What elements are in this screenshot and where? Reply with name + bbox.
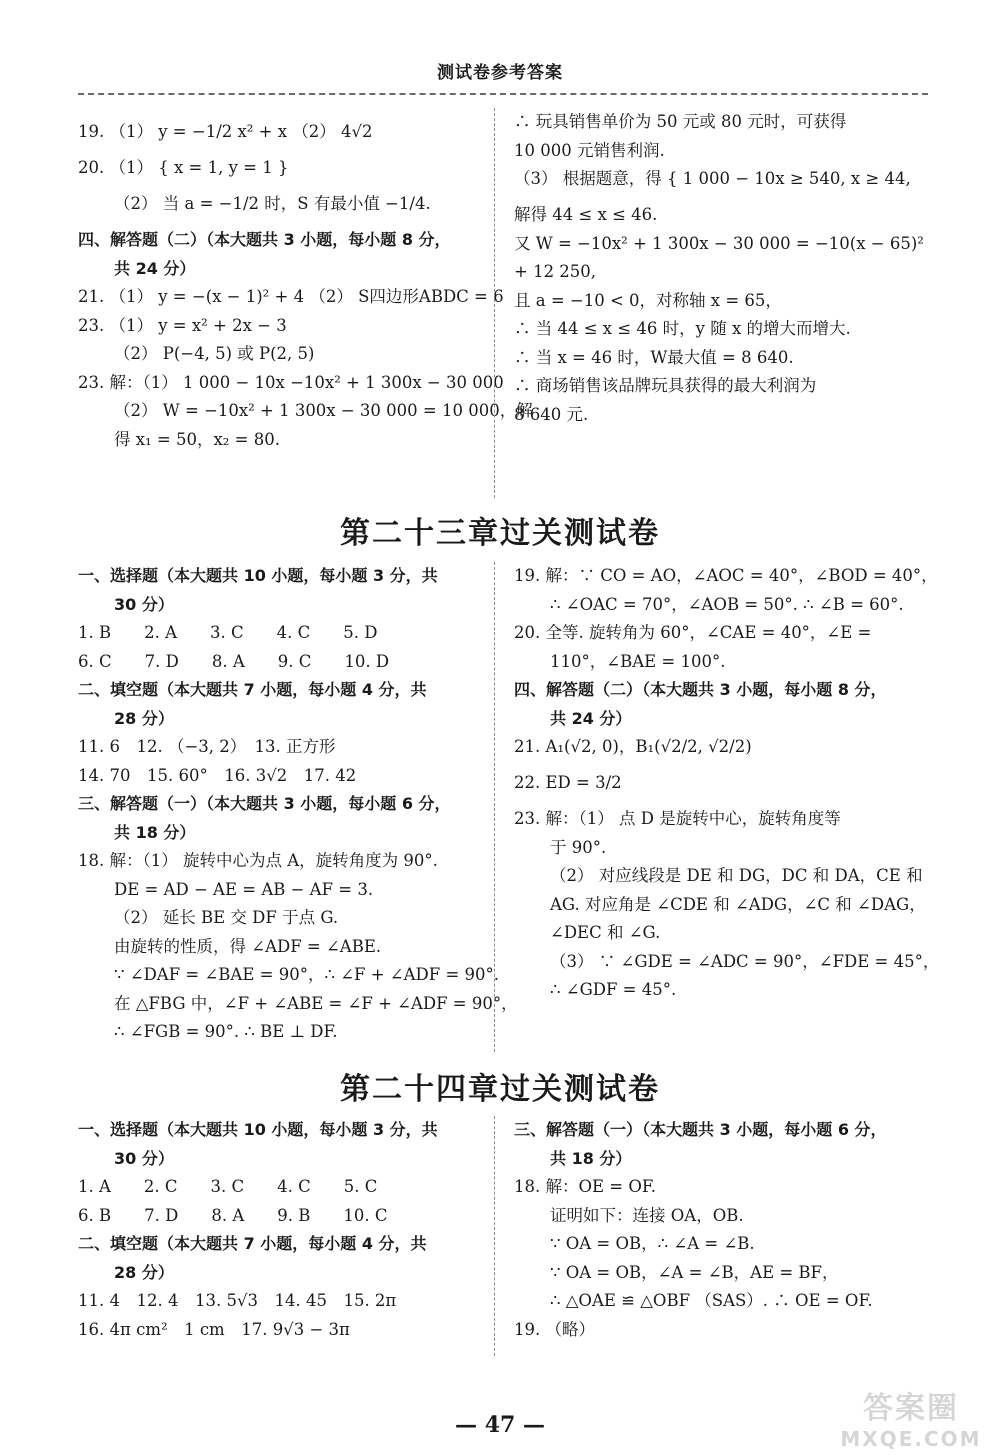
section-heading: 共 18 分） [114, 822, 196, 842]
column-divider [494, 108, 495, 498]
chapter24-left-column [78, 1120, 488, 1348]
answer-line: 10 000 元销售利润. [514, 140, 665, 160]
answer-line: ∴ △OAE ≌ △OBF （SAS）. ∴ OE = OF. [550, 1291, 873, 1310]
page-number: — 47 — [455, 1412, 545, 1438]
answer-line: 证明如下：连接 OA，OB. [550, 1205, 744, 1225]
answer-line: ∴ 当 x = 46 时，W最大值 = 8 640. [514, 347, 794, 367]
section-heading: 一、选择题（本大题共 10 小题，每小题 3 分，共 [78, 566, 438, 585]
answer-line: 1. B 2. A 3. C 4. C 5. D [78, 623, 378, 642]
answer-line: 1. A 2. C 3. C 4. C 5. C [78, 1177, 378, 1196]
answer-line: 6. B 7. D 8. A 9. B 10. C [78, 1205, 388, 1225]
answer-line: AG. 对应角是 ∠CDE 和 ∠ADG，∠C 和 ∠DAG， [550, 894, 926, 914]
section-heading: 二、填空题（本大题共 7 小题，每小题 4 分，共 [78, 680, 427, 699]
answer-line: ∴ ∠FGB = 90°. ∴ BE ⊥ DF. [114, 1022, 338, 1041]
answer-line: 16. 4π cm² 1 cm 17. 9√3 − 3π [78, 1319, 350, 1339]
answer-line: 于 90°. [550, 837, 607, 857]
answer-line: ∵ OA = OB，∴ ∠A = ∠B. [550, 1234, 755, 1253]
section-heading: 28 分） [114, 708, 174, 728]
column-divider [494, 1116, 495, 1356]
answer-line: + 12 250, [514, 262, 597, 281]
answer-line: 解得 44 ≤ x ≤ 46. [514, 205, 658, 224]
section-heading: 28 分） [114, 1262, 174, 1282]
answer-line: DE = AD − AE = AB − AF = 3. [114, 879, 374, 899]
section-heading: 三、解答题（一）（本大题共 3 小题，每小题 6 分， [514, 1120, 887, 1139]
section-heading: 共 18 分） [550, 1148, 632, 1168]
answer-line: 21. （1） y = −(x − 1)² + 4 （2） S四边形ABDC = 6 [78, 287, 504, 306]
watermark-text: 答案圈 [863, 1391, 959, 1426]
section1-left-column [78, 122, 533, 458]
answer-line: 19. （1） y = −1/2 x² + x （2） 4√2 [78, 122, 373, 141]
answer-line: 21. A₁(√2, 0)，B₁(√2/2, √2/2) [514, 737, 752, 756]
answer-line: 19. 解：∵ CO = AO，∠AOC = 40°，∠BOD = 40°， [514, 566, 938, 585]
chapter-23-title: 第二十三章过关测试卷 [340, 516, 660, 551]
section1-right-column [514, 112, 924, 433]
answer-line: 20. （1） { x = 1, y = 1 } [78, 158, 289, 177]
watermark-logo [836, 1383, 986, 1449]
answer-line: 23. 解：（1） 1 000 − 10x −10x² + 1 300x − 30 000 [78, 372, 504, 392]
answer-line: 由旋转的性质，得 ∠ADF = ∠ABE. [114, 936, 382, 956]
answer-line: 22. ED = 3/2 [514, 773, 622, 792]
chapter23-left-column [78, 566, 518, 1051]
answer-line: 6. C 7. D 8. A 9. C 10. D [78, 651, 390, 671]
answer-line: 11. 6 12. （−3, 2） 13. 正方形 [78, 737, 336, 756]
header-divider [78, 93, 928, 95]
watermark-url: MXQE.COM [840, 1427, 982, 1451]
section-heading: 一、选择题（本大题共 10 小题，每小题 3 分，共 [78, 1120, 438, 1139]
chapter23-right-column [514, 566, 940, 1009]
answer-line: 23. （1） y = x² + 2x − 3 [78, 315, 287, 335]
answer-line: ∴ 当 44 ≤ x ≤ 46 时，y 随 x 的增大而增大. [514, 319, 851, 338]
answer-line: 20. 全等. 旋转角为 60°，∠CAE = 40°，∠E = [514, 623, 872, 642]
answer-line: 8 640 元. [514, 404, 589, 424]
section-heading: 四、解答题（二）（本大题共 3 小题，每小题 8 分， [514, 680, 887, 699]
answer-line: 且 a = −10 < 0，对称轴 x = 65， [514, 290, 782, 310]
answer-line: 110°，∠BAE = 100°. [550, 651, 726, 671]
section-heading: 30 分） [114, 594, 174, 614]
answer-line: 23. 解：（1） 点 D 是旋转中心，旋转角度等 [514, 809, 841, 828]
answer-line: （2） 延长 BE 交 DF 于点 G. [114, 908, 339, 927]
answer-line: ∴ ∠GDF = 45°. [550, 980, 677, 999]
answer-line: ∴ ∠OAC = 70°，∠AOB = 50°. ∴ ∠B = 60°. [550, 594, 904, 614]
answer-line: （2） P(−4, 5) 或 P(2, 5) [114, 344, 315, 363]
page-header-title: 测试卷参考答案 [437, 63, 563, 83]
answer-line: 19. （略） [514, 1319, 595, 1339]
answer-line: ∠DEC 和 ∠G. [550, 923, 661, 942]
answer-line: ∵ OA = OB，∠A = ∠B，AE = BF， [550, 1262, 839, 1282]
column-divider [494, 562, 495, 1052]
section-heading: 30 分） [114, 1148, 174, 1168]
section-heading: 共 24 分） [550, 708, 632, 728]
answer-line: （2） W = −10x² + 1 300x − 30 000 = 10 000，解 [114, 401, 533, 420]
answer-line: 在 △FBG 中，∠F + ∠ABE = ∠F + ∠ADF = 90°， [114, 993, 518, 1013]
answer-line: 18. 解：（1） 旋转中心为点 A，旋转角度为 90°. [78, 851, 438, 870]
answer-line: 又 W = −10x² + 1 300x − 30 000 = −10(x − 65)² [514, 233, 924, 253]
answer-line: 14. 70 15. 60° 16. 3√2 17. 42 [78, 765, 357, 785]
section-heading: 三、解答题（一）（本大题共 3 小题，每小题 6 分， [78, 794, 451, 813]
section-heading: 四、解答题（二）（本大题共 3 小题，每小题 8 分， [78, 230, 451, 249]
section-heading: 共 24 分） [114, 258, 196, 278]
answer-line: 得 x₁ = 50，x₂ = 80. [114, 429, 280, 449]
chapter24-right-column [514, 1120, 924, 1348]
answer-line: ∵ ∠DAF = ∠BAE = 90°，∴ ∠F + ∠ADF = 90°. [114, 965, 500, 984]
chapter-24-title: 第二十四章过关测试卷 [340, 1072, 660, 1107]
answer-line: 18. 解：OE = OF. [514, 1177, 657, 1196]
answer-line: （3） ∵ ∠GDE = ∠ADC = 90°，∠FDE = 45°， [550, 951, 940, 971]
answer-line: （2） 对应线段是 DE 和 DG，DC 和 DA，CE 和 [550, 866, 923, 885]
answer-line: （3） 根据题意，得 { 1 000 − 10x ≥ 540, x ≥ 44, [514, 169, 911, 188]
answer-line: 11. 4 12. 4 13. 5√3 14. 45 15. 2π [78, 1291, 397, 1310]
answer-line: ∴ 玩具销售单价为 50 元或 80 元时，可获得 [514, 112, 847, 131]
section-heading: 二、填空题（本大题共 7 小题，每小题 4 分，共 [78, 1234, 427, 1253]
answer-line: ∴ 商场销售该品牌玩具获得的最大利润为 [514, 376, 817, 395]
answer-line: （2） 当 a = −1/2 时，S 有最小值 −1/4. [114, 194, 431, 213]
